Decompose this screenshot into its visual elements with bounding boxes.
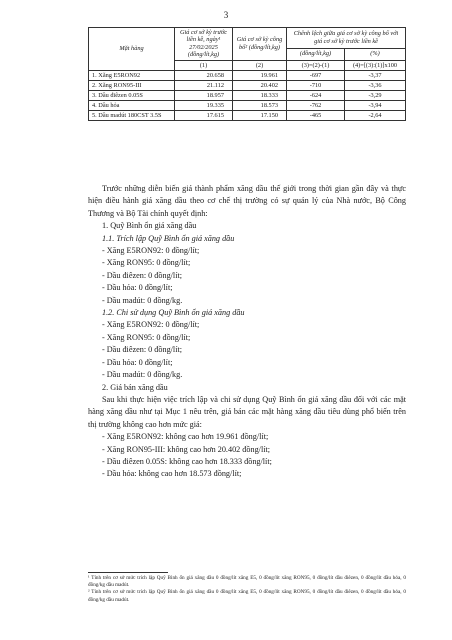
header-diff: Chênh lệch giữa giá cơ sở kỳ công bố với giá cơ sở kỳ trước liền kề bbox=[287, 28, 406, 49]
section1-title: 1. Quỹ Bình ổn giá xăng dầu bbox=[102, 221, 197, 231]
list-item: - Dầu madút: 0 đồng/kg. bbox=[102, 295, 183, 305]
row-diff: -465 bbox=[287, 110, 345, 120]
header-col3: (3)=(2)-(1) bbox=[287, 60, 345, 70]
footnote-2: ² Tính trên cơ sở mức trích lập Quỹ Bình ổn giá xăng dầu 0 đồng/lít xăng E5, 0 đồng/lít xăng RON95, 0 đồng/lít dầu điêzen, 0 đồng/lít dầu hỏa, 0 đồng/kg dầu madút. bbox=[88, 589, 406, 603]
list-item: - Dầu hỏa: không cao hơn 18.573 đồng/lít; bbox=[102, 469, 242, 479]
row-name: 3. Dầu điêzen 0.05S bbox=[89, 90, 175, 100]
row-prev-price: 21.112 bbox=[175, 80, 233, 90]
row-diff: -624 bbox=[287, 90, 345, 100]
row-name: 2. Xăng RON95-III bbox=[89, 80, 175, 90]
table-row bbox=[89, 100, 406, 110]
list-item: - Xăng RON95: 0 đồng/lít; bbox=[102, 332, 191, 342]
section2-title: 2. Giá bán xăng dầu bbox=[102, 382, 168, 392]
row-pct: -3,36 bbox=[345, 80, 406, 90]
page-number: 3 bbox=[223, 10, 229, 20]
row-pct: -3,94 bbox=[345, 100, 406, 110]
list-item: - Dầu hỏa: 0 đồng/lít; bbox=[102, 357, 173, 367]
row-pct: -2,64 bbox=[345, 110, 406, 120]
footnote-1: ¹ Tính trên cơ sở mức trích lập Quỹ Bình ổn giá xăng dầu 0 đồng/lít xăng E5, 0 đồng/lít xăng RON95, 0 đồng/lít dầu điêzen, 0 đồng/lít dầu hỏa, 0 đồng/kg dầu madút. bbox=[88, 575, 406, 589]
row-announced-price: 18.573 bbox=[233, 100, 287, 110]
header-col1: (1) bbox=[175, 60, 233, 70]
row-prev-price: 18.957 bbox=[175, 90, 233, 100]
footnote-divider bbox=[88, 572, 168, 573]
table-header-row bbox=[89, 28, 406, 49]
table-row bbox=[89, 70, 406, 80]
section1-sub2-title: 1.2. Chi sử dụng Quỹ Bình ổn giá xăng dầu bbox=[102, 308, 245, 318]
row-name: 1. Xăng E5RON92 bbox=[89, 70, 175, 80]
body-text bbox=[88, 183, 406, 481]
header-diff-abs-unit: (đồng/lít,kg) bbox=[287, 48, 345, 60]
list-item: - Xăng E5RON92: 0 đồng/lít; bbox=[102, 246, 200, 256]
list-item: - Dầu madút: 0 đồng/kg. bbox=[102, 370, 183, 380]
table-row bbox=[89, 110, 406, 120]
row-announced-price: 19.961 bbox=[233, 70, 287, 80]
row-diff: -762 bbox=[287, 100, 345, 110]
row-diff: -697 bbox=[287, 70, 345, 80]
row-name: 5. Dầu madút 180CST 3.5S bbox=[89, 110, 175, 120]
footnotes bbox=[88, 575, 406, 604]
price-table bbox=[88, 27, 406, 121]
list-item: - Dầu điêzen: 0 đồng/lít; bbox=[102, 270, 183, 280]
row-prev-price: 19.335 bbox=[175, 100, 233, 110]
list-item: - Xăng RON95: 0 đồng/lít; bbox=[102, 258, 191, 268]
table-row bbox=[89, 80, 406, 90]
list-item: - Xăng E5RON92: không cao hơn 19.961 đồng/lít; bbox=[102, 432, 269, 442]
list-item: - Dầu hỏa: 0 đồng/lít; bbox=[102, 283, 173, 293]
row-name: 4. Dầu hỏa bbox=[89, 100, 175, 110]
row-announced-price: 20.402 bbox=[233, 80, 287, 90]
section2-paragraph: Sau khi thực hiện việc trích lập và chi sử dụng Quỹ Bình ổn giá xăng dầu đối với các mặt hàng xăng dầu như tại Mục 1 nêu trên, giá bán các mặt hàng xăng dầu tiêu dùng phổ biến trên thị trường không cao hơn mức giá: bbox=[88, 394, 406, 429]
row-announced-price: 18.333 bbox=[233, 90, 287, 100]
header-prev-price: Giá cơ sở kỳ trước liền kề, ngày¹ 27/02/2025 (đồng/lít,kg) bbox=[175, 28, 233, 61]
header-item: Mặt hàng bbox=[89, 28, 175, 71]
header-announced-price: Giá cơ sở kỳ công bố² (đồng/lít,kg) bbox=[233, 28, 287, 61]
row-diff: -710 bbox=[287, 80, 345, 90]
list-item: - Dầu điêzen 0.05S: không cao hơn 18.333 đồng/lít; bbox=[102, 456, 272, 466]
section1-sub1-title: 1.1. Trích lập Quỹ Bình ổn giá xăng dầu bbox=[102, 233, 235, 243]
row-prev-price: 20.658 bbox=[175, 70, 233, 80]
row-pct: -3,37 bbox=[345, 70, 406, 80]
intro-paragraph: Trước những diễn biến giá thành phẩm xăng dầu thế giới trong thời gian gần đây và thực hiện điều hành giá xăng dầu theo cơ chế thị trường có sự quản lý của Nhà nước, Bộ Công Thương và Bộ Tài chính quyết định: bbox=[88, 184, 406, 218]
table-row bbox=[89, 90, 406, 100]
row-pct: -3,29 bbox=[345, 90, 406, 100]
header-col4: (4)=[(3):(1)]x100 bbox=[345, 60, 406, 70]
header-diff-pct-unit: (%) bbox=[345, 48, 406, 60]
list-item: - Dầu điêzen: 0 đồng/lít; bbox=[102, 345, 183, 355]
list-item: - Xăng RON95-III: không cao hơn 20.402 đồng/lít; bbox=[102, 444, 271, 454]
header-col2: (2) bbox=[233, 60, 287, 70]
list-item: - Xăng E5RON92: 0 đồng/lít; bbox=[102, 320, 200, 330]
row-prev-price: 17.615 bbox=[175, 110, 233, 120]
row-announced-price: 17.150 bbox=[233, 110, 287, 120]
